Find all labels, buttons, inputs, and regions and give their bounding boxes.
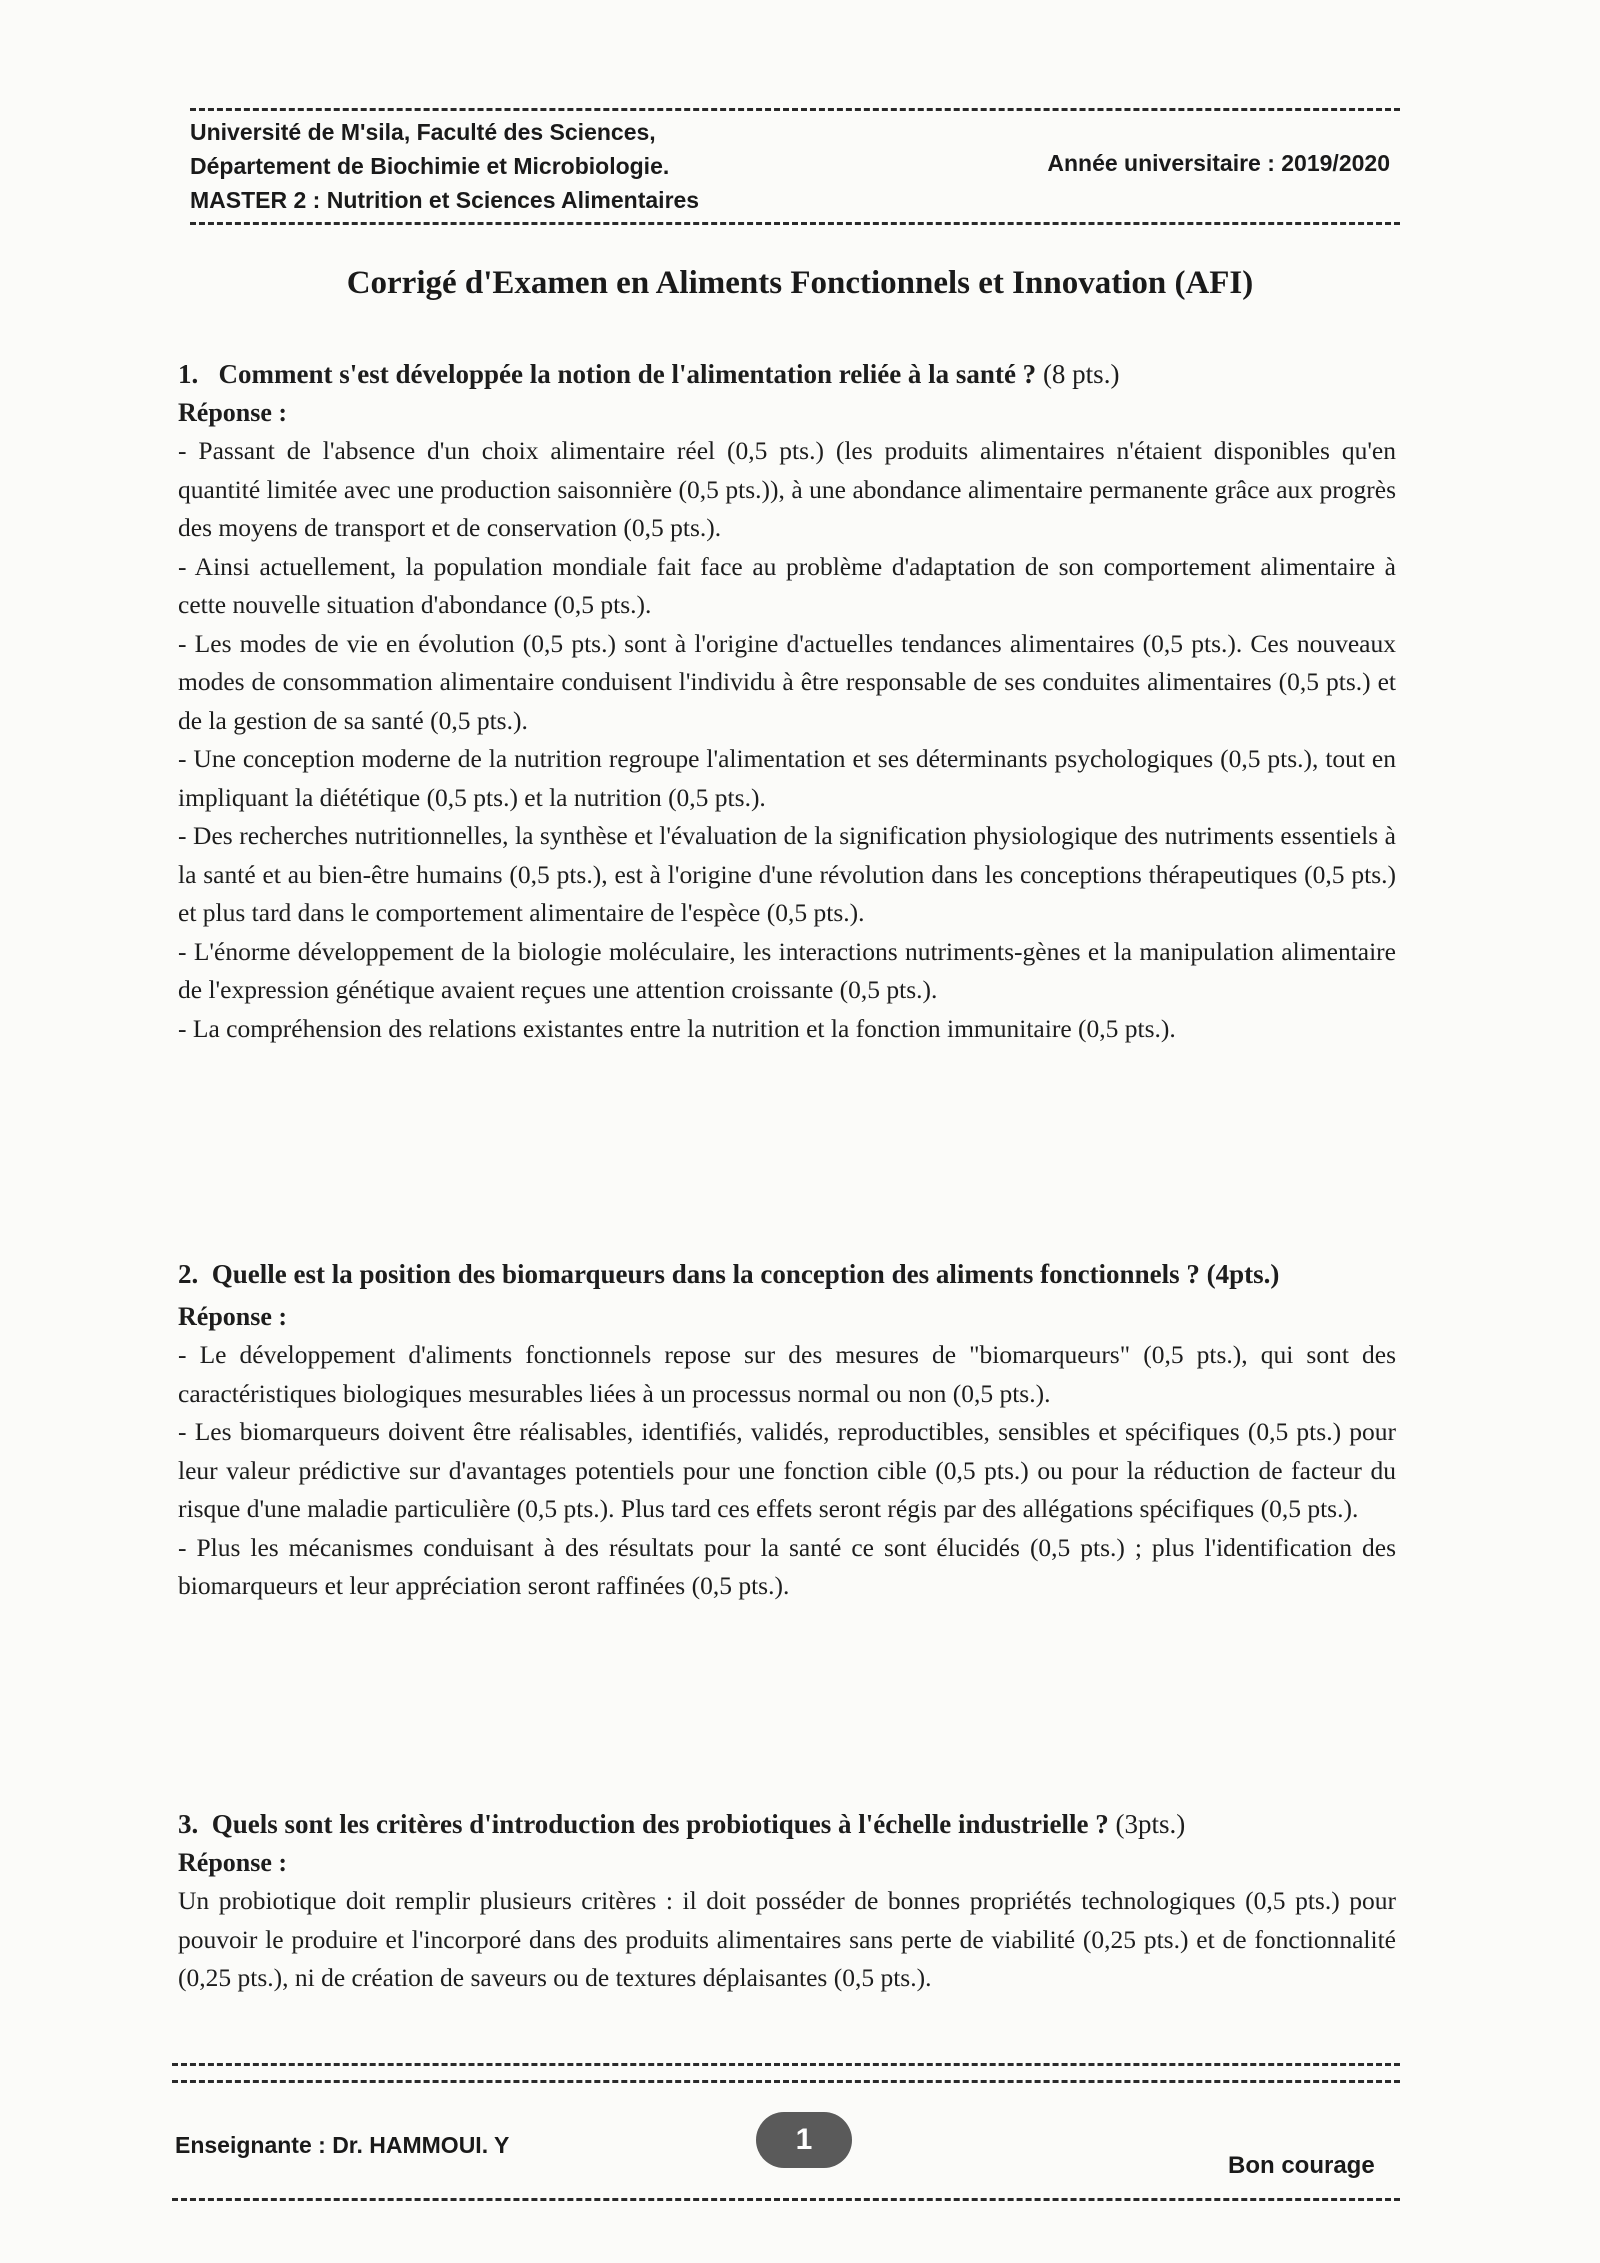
question-1-number: 1.	[178, 359, 199, 389]
answer-2-paragraph: - Plus les mécanismes conduisant à des résultats pour la santé ce sont élucidés (0,5 pts.) ; plus l'identification des biomarqueurs et leur appréciation seront raffinées (0,5 pts.).	[178, 1532, 1396, 1600]
answer-1-paragraph: - Passant de l'absence d'un choix alimentaire réel (0,5 pts.) (les produits alimentaires n'étaient disponibles qu'en quantité limitée avec une production saisonnière (0,5 pts.)), à une abondance alimentaire permanente grâce aux progrès des moyens de transport et de conservation (0,5 pts.).	[178, 436, 1396, 542]
question-3-number: 3.	[178, 1809, 199, 1839]
question-2-points: (4pts.)	[1206, 1259, 1280, 1289]
answer-2-paragraph: - Les biomarqueurs doivent être réalisables, identifiés, validés, reproductibles, sensibles et spécifiques (0,5 pts.) pour leur valeur prédictive sur d'avantages potentiels pour une fonction cible (0,5 pts.) ou pour la réduction de facteur du risque d'une maladie particulière (0,5 pts.). Plus tard ces effets seront régis par des allégations spécifiques (0,5 pts.).	[178, 1417, 1396, 1523]
answer-1-paragraph: - La compréhension des relations existantes entre la nutrition et la fonction immunitaire (0,5 pts.).	[178, 1013, 1176, 1043]
question-2	[178, 1255, 1396, 1294]
section-2	[178, 1255, 1396, 1606]
institution-line-3: MASTER 2 : Nutrition et Sciences Alimentaires	[190, 187, 700, 213]
question-2-number: 2.	[178, 1259, 199, 1289]
footer-top-divider	[172, 2063, 1400, 2066]
section-1	[178, 355, 1396, 1048]
question-3-text: Quels sont les critères d'introduction des probiotiques à l'échelle industrielle ?	[211, 1809, 1109, 1839]
academic-year: Année universitaire : 2019/2020	[1047, 150, 1390, 176]
answer-1-paragraph: - Une conception moderne de la nutrition regroupe l'alimentation et ses déterminants psychologiques (0,5 pts.), tout en impliquant la diététique (0,5 pts.) et la nutrition (0,5 pts.).	[178, 744, 1396, 812]
answer-2-label: Réponse :	[178, 1301, 288, 1331]
question-1-points: (8 pts.)	[1042, 359, 1120, 389]
answer-1-paragraph: - Ainsi actuellement, la population mondiale fait face au problème d'adaptation de son comportement alimentaire à cette nouvelle situation d'abondance (0,5 pts.).	[178, 551, 1396, 619]
answer-2-paragraph: - Le développement d'aliments fonctionnels repose sur des mesures de "biomarqueurs" (0,5 pts.), qui sont des caractéristiques biologiques mesurables liées à un processus normal ou non (0,5 pts.).	[178, 1340, 1396, 1408]
institution-line-1: Université de M'sila, Faculté des Sciences,	[190, 119, 656, 145]
question-1-text: Comment s'est développée la notion de l'alimentation reliée à la santé ?	[218, 359, 1037, 389]
answer-3-label: Réponse :	[178, 1847, 288, 1877]
header-bottom-divider	[190, 222, 1400, 225]
answer-1-paragraph: - Les modes de vie en évolution (0,5 pts.) sont à l'origine d'actuelles tendances alimentaires (0,5 pts.). Ces nouveaux modes de consommation alimentaire conduisent l'individu à être responsable de ses conduites alimentaires (0,5 pts.) et de la gestion de sa santé (0,5 pts.).	[178, 628, 1396, 735]
question-2-text: Quelle est la position des biomarqueurs dans la conception des aliments fonctionnels ?	[211, 1259, 1200, 1289]
institution-block	[190, 115, 699, 217]
answer-1-paragraph: - Des recherches nutritionnelles, la synthèse et l'évaluation de la signification physiologique des nutriments essentiels à la santé et au bien-être humains (0,5 pts.), est à l'origine d'une révolution dans les conceptions thérapeutiques (0,5 pts.) et plus tard dans le comportement alimentaire de l'espèce (0,5 pts.).	[178, 821, 1396, 927]
page-title: Corrigé d'Examen en Aliments Fonctionnels et Innovation (AFI)	[346, 265, 1254, 301]
answer-1-paragraph: - L'énorme développement de la biologie moléculaire, les interactions nutriments-gènes et la manipulation alimentaire de l'expression génétique avaient reçues une attention croissante (0,5 pts.).	[178, 936, 1396, 1004]
header-top-divider	[190, 108, 1400, 111]
answer-3-paragraph: Un probiotique doit remplir plusieurs critères : il doit posséder de bonnes propriétés technologiques (0,5 pts.) pour pouvoir le produire et l'incorporé dans des produits alimentaires sans perte de viabilité (0,25 pts.) et de fonctionnalité (0,25 pts.), ni de création de saveurs ou de textures déplaisantes (0,5 pts.).	[178, 1886, 1396, 1992]
answer-1-label: Réponse :	[178, 397, 288, 427]
question-3-points: (3pts.)	[1115, 1809, 1186, 1839]
teacher-name: Enseignante : Dr. HAMMOUI. Y	[175, 2132, 510, 2158]
question-3	[178, 1805, 1396, 1844]
page-number-badge: 1	[756, 2112, 852, 2168]
institution-line-2: Département de Biochimie et Microbiologie.	[190, 153, 670, 179]
closing-text: Bon courage	[1228, 2152, 1375, 2179]
question-1	[178, 355, 1396, 394]
footer-top-divider-2	[172, 2080, 1400, 2083]
section-3	[178, 1805, 1396, 1998]
footer-bottom-divider	[172, 2198, 1400, 2201]
